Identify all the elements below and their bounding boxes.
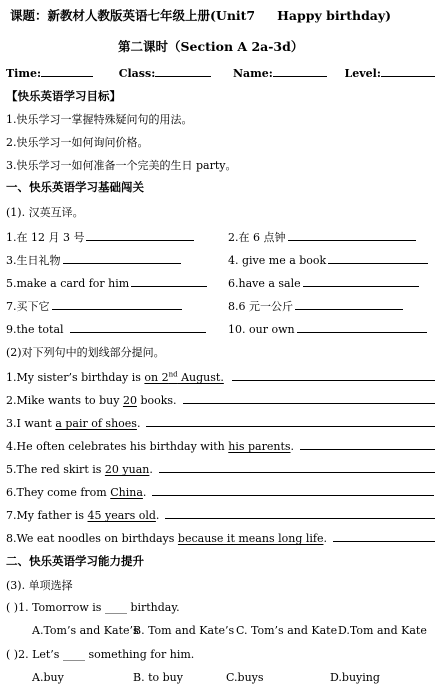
translate-item-5: 5.make a card for him — [6, 274, 207, 290]
title-line-2: 第二课时（Section A 2a-3d） — [118, 39, 304, 54]
class-field[interactable] — [155, 64, 211, 77]
mc-question-2: ( )2. Let’s ____ something for him. — [6, 648, 195, 661]
mc-q1-option-c[interactable]: C. Tom’s and Kate — [236, 624, 338, 637]
goal-item-3: 3.快乐学习一如何准备一个完美的生日 party。 — [6, 159, 237, 172]
mc-question-1: ( )1. Tomorrow is ____ birthday. — [6, 601, 180, 614]
title-part-b: Happy birthday) — [277, 8, 392, 23]
translate-item-6: 6.have a sale — [228, 274, 419, 290]
goals-heading: 【快乐英语学习目标】 — [6, 89, 121, 103]
part1-heading: 一、快乐英语学习基础闯关 — [6, 180, 144, 194]
title-line-1 — [10, 6, 391, 24]
question-item-5: 5.The red skirt is 20 yuan. — [6, 460, 435, 476]
part1-sub2: (2)对下列句中的划线部分提问。 — [6, 346, 165, 359]
part1-sub1: (1). 汉英互译。 — [6, 206, 84, 219]
translate-item-1: 1.在 12 月 3 号 — [6, 228, 194, 245]
answer-line[interactable] — [165, 506, 435, 519]
underlined-part: on 2nd August. — [144, 370, 224, 384]
question-item-8: 8.We eat noodles on birthdays because it means long life. — [6, 529, 435, 545]
underlined-part: 20 yuan — [104, 463, 150, 476]
goal-item-1: 1.快乐学习一掌握特殊疑问句的用法。 — [6, 113, 193, 126]
answer-line[interactable] — [288, 228, 416, 241]
title-part-a: 课题：新教材人教版英语七年级上册(Unit7 — [10, 8, 256, 23]
mc-q2-option-c[interactable]: C.buys — [226, 671, 264, 684]
answer-line[interactable] — [295, 297, 403, 310]
level-label: Level: — [344, 67, 381, 80]
level-field[interactable] — [381, 64, 435, 77]
name-label: Name: — [232, 67, 273, 80]
translate-item-9: 9.the total — [6, 320, 206, 336]
answer-line[interactable] — [303, 274, 419, 287]
translate-item-8: 8.6 元一公斤 — [228, 297, 403, 314]
answer-line[interactable] — [297, 320, 427, 333]
underlined-part: his parents — [228, 440, 291, 453]
question-item-7: 7.My father is 45 years old. — [6, 506, 435, 522]
class-label: Class: — [118, 67, 156, 80]
mc-q2-option-a[interactable]: A.buy — [32, 671, 64, 684]
answer-line[interactable] — [63, 251, 181, 264]
translate-item-2: 2.在 6 点钟 — [228, 228, 416, 245]
answer-line[interactable] — [328, 251, 428, 264]
part2-sub3: (3). 单项选择 — [6, 579, 73, 592]
answer-line[interactable] — [300, 437, 435, 450]
mc-q1-option-d[interactable]: D.Tom and Kate — [338, 624, 427, 637]
question-item-1: 1.My sister’s birthday is on 2nd August. — [6, 368, 435, 384]
question-item-6: 6.They come from China. — [6, 483, 434, 499]
answer-line[interactable] — [86, 228, 194, 241]
answer-line[interactable] — [131, 274, 207, 287]
mc-q2-option-b[interactable]: B. to buy — [133, 671, 183, 684]
translate-item-4: 4. give me a book — [228, 251, 428, 267]
answer-line[interactable] — [52, 297, 182, 310]
question-item-3: 3.I want a pair of shoes. — [6, 414, 435, 430]
answer-line[interactable] — [183, 391, 435, 404]
answer-line[interactable] — [333, 529, 435, 542]
name-field[interactable] — [273, 64, 327, 77]
answer-line[interactable] — [159, 460, 435, 473]
underlined-part: a pair of shoes — [55, 417, 137, 430]
time-label: Time: — [6, 67, 42, 80]
translate-item-7: 7.买下它 — [6, 297, 182, 314]
answer-line[interactable] — [232, 368, 435, 381]
mc-q1-option-b[interactable]: B. Tom and Kate’s — [133, 624, 235, 637]
info-row — [6, 64, 435, 80]
question-item-2: 2.Mike wants to buy 20 books. — [6, 391, 435, 407]
question-item-4: 4.He often celebrates his birthday with his parents. — [6, 437, 435, 453]
answer-line[interactable] — [146, 414, 435, 427]
answer-line[interactable] — [70, 320, 206, 333]
underlined-part: because it means long life — [177, 532, 324, 545]
mc-q1-option-a[interactable]: A.Tom’s and Kate’s — [32, 624, 139, 637]
time-field[interactable] — [41, 64, 93, 77]
translate-item-3: 3.生日礼物 — [6, 251, 181, 268]
answer-line[interactable] — [152, 483, 434, 496]
goal-item-2: 2.快乐学习一如何询问价格。 — [6, 136, 149, 149]
underlined-part: 20 — [122, 394, 137, 407]
translate-item-10: 10. our own — [228, 320, 427, 336]
part2-heading: 二、快乐英语学习能力提升 — [6, 554, 144, 568]
underlined-part: 45 years old — [87, 509, 156, 522]
mc-q2-option-d[interactable]: D.buying — [330, 671, 380, 684]
underlined-part: China — [110, 486, 143, 499]
